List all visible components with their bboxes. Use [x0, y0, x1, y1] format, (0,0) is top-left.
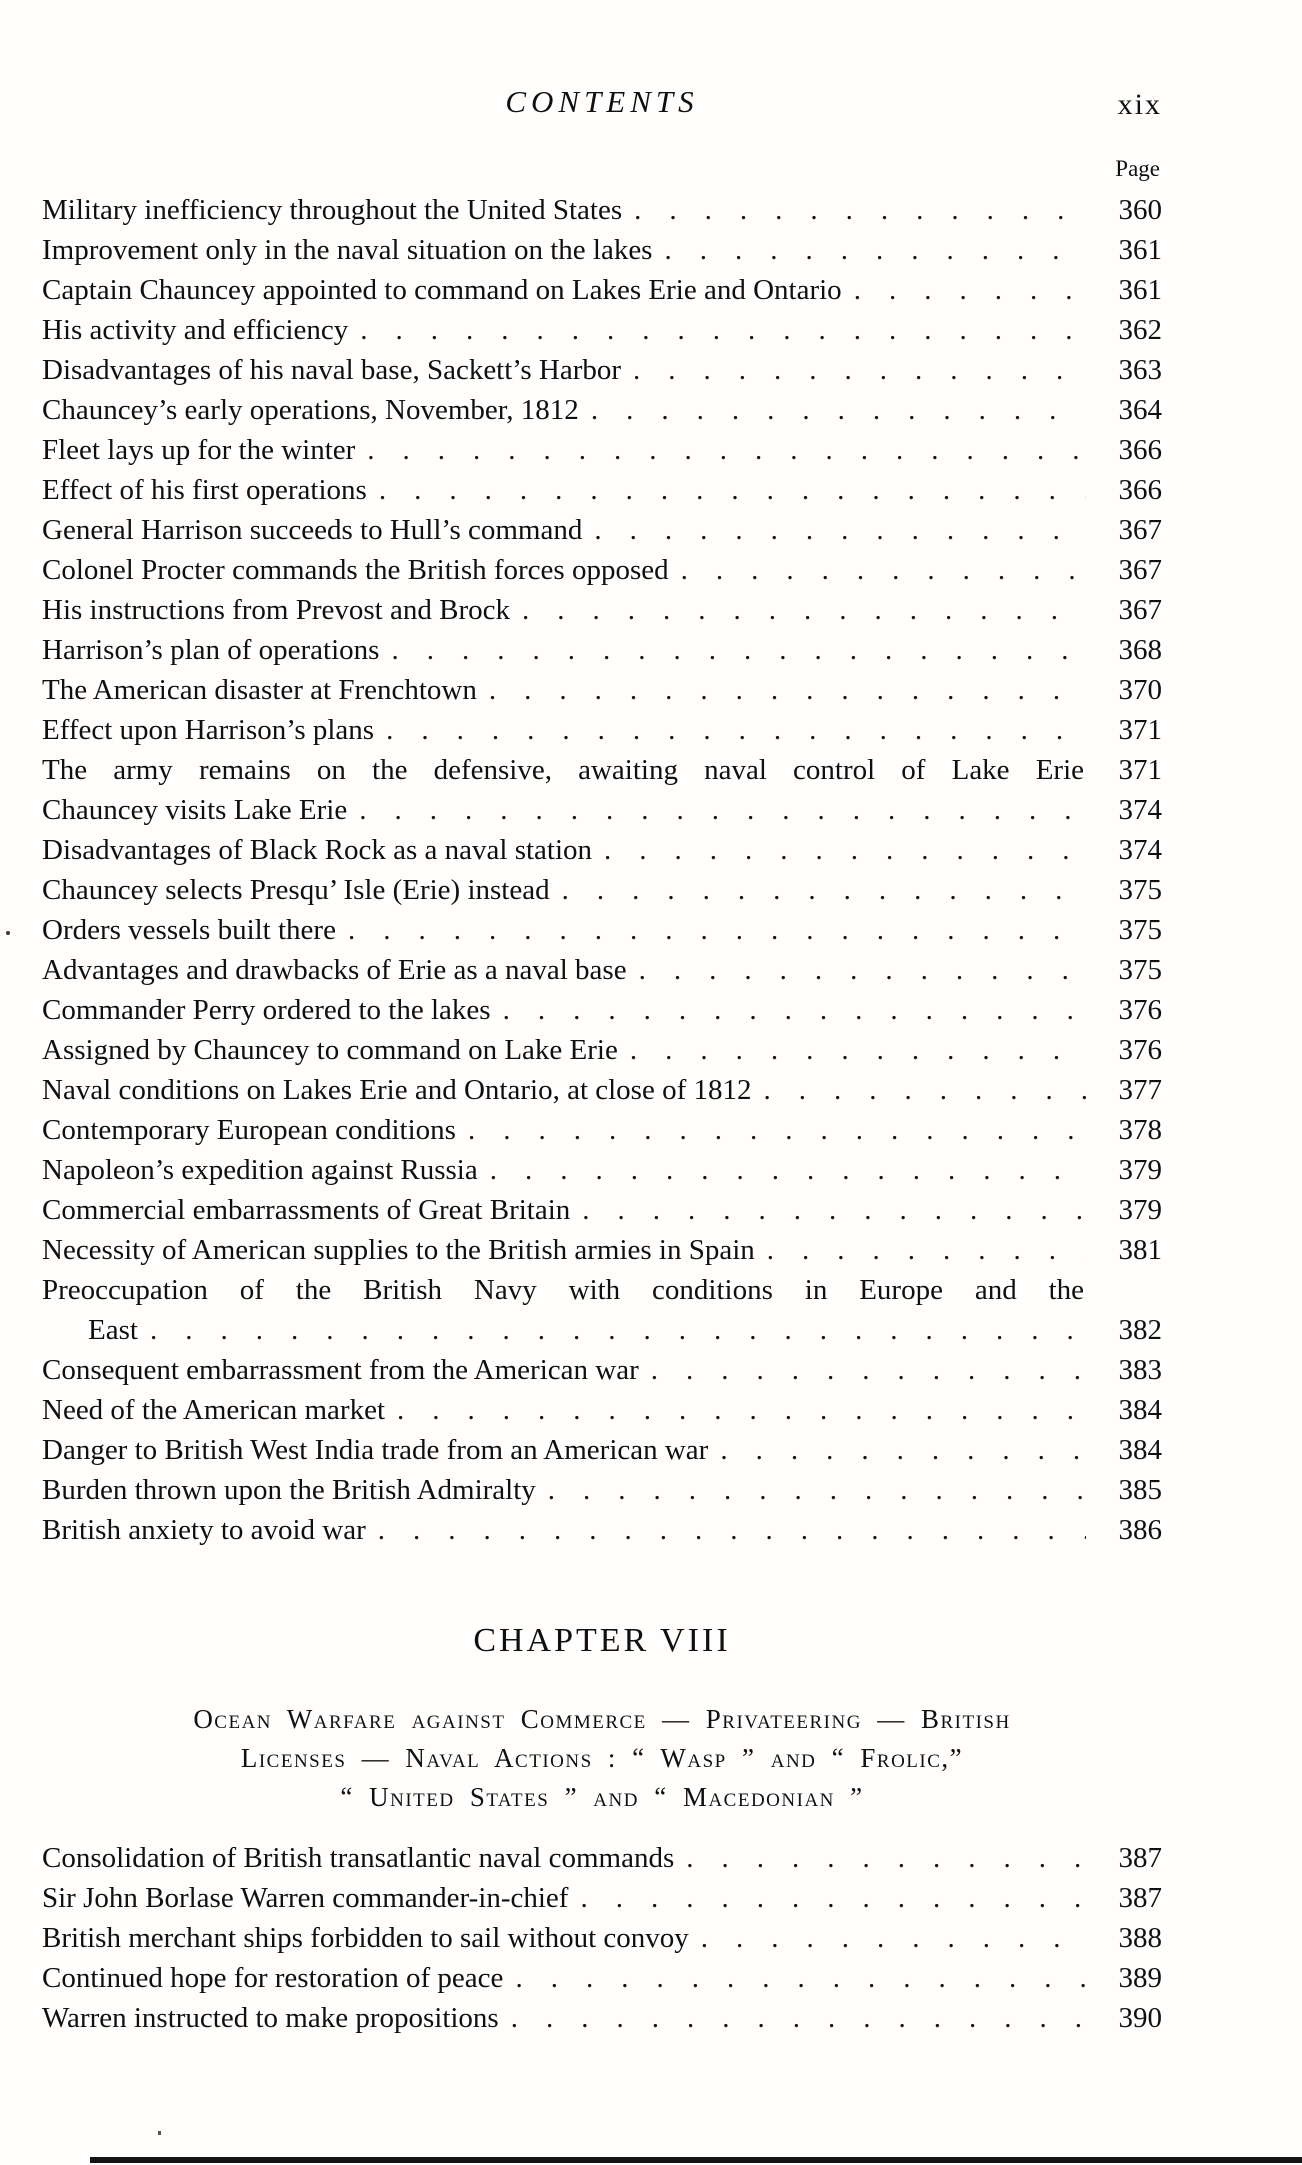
toc-entry — [42, 1958, 1162, 1998]
toc-entry — [42, 710, 1162, 750]
leader-dots — [150, 1310, 1086, 1350]
chapter-heading: CHAPTER VIII — [473, 1622, 731, 1659]
leader-dots — [378, 1510, 1086, 1550]
toc-entry — [42, 270, 1162, 310]
toc-entry-page: 376 — [1118, 1034, 1162, 1066]
toc-entry — [42, 230, 1162, 270]
leader-dots — [511, 1998, 1086, 2038]
chapter-subtitle-line: Licenses — Naval Actions : “ Wasp ” and “ Frolic,” — [240, 1743, 964, 1773]
toc-entry-page: 385 — [1118, 1474, 1162, 1506]
toc-entry — [42, 1470, 1162, 1510]
toc-entry-text: Captain Chauncey appointed to command on Lakes Erie and Ontario — [42, 274, 842, 306]
toc-entry-text: Chauncey selects Presqu’ Isle (Erie) instead — [42, 874, 550, 906]
scan-edge-line — [90, 2157, 1302, 2163]
toc-entry-page: 370 — [1118, 674, 1162, 706]
toc-entry-text: Orders vessels built there — [42, 914, 336, 946]
toc-entry-page: 387 — [1118, 1882, 1162, 1914]
toc-entry-text: Chauncey’s early operations, November, 1812 — [42, 394, 579, 426]
toc-entry-page: 378 — [1118, 1114, 1162, 1146]
toc-entry-page: 366 — [1118, 474, 1162, 506]
toc-entry — [42, 590, 1162, 630]
toc-entry-text: Consolidation of British transatlantic naval commands — [42, 1842, 675, 1874]
toc-entry — [42, 630, 1162, 670]
toc-entry-text: East — [88, 1314, 138, 1346]
toc-entry-page: 362 — [1118, 314, 1162, 346]
toc-entry-text: Burden thrown upon the British Admiralty — [42, 1474, 536, 1506]
toc-entry-text: Preoccupation of the British Navy with conditions in Europe and the — [42, 1274, 1084, 1306]
leader-dots — [468, 1110, 1086, 1150]
chapter-subtitle-line: “ United States ” and “ Macedonian ” — [340, 1782, 864, 1812]
toc-entry-text: Advantages and drawbacks of Erie as a naval base — [42, 954, 627, 986]
leader-dots — [386, 710, 1086, 750]
toc-entry-text: Need of the American market — [42, 1394, 386, 1426]
toc-entry-text: The American disaster at Frenchtown — [42, 674, 477, 706]
toc-entry-page: 375 — [1118, 954, 1162, 986]
toc-entry-text: Disadvantages of his naval base, Sackett’s Harbor — [42, 354, 622, 386]
leader-dots — [367, 430, 1086, 470]
toc-entry-page: 375 — [1118, 874, 1162, 906]
toc-entry — [42, 1350, 1162, 1390]
toc-entry — [42, 950, 1162, 990]
toc-entry — [42, 1510, 1162, 1550]
page-title: CONTENTS — [505, 84, 699, 119]
toc-entry-page: 383 — [1118, 1354, 1162, 1386]
leader-dots — [594, 510, 1086, 550]
toc-entry-text: Disadvantages of Black Rock as a naval station — [42, 834, 593, 866]
leader-dots — [686, 1838, 1086, 1878]
toc-entry-text: Colonel Procter commands the British forces opposed — [42, 554, 669, 586]
toc-entry — [42, 190, 1162, 230]
toc-entry — [42, 1230, 1162, 1270]
toc-entry — [42, 550, 1162, 590]
leader-dots — [360, 310, 1086, 350]
leader-dots — [720, 1430, 1086, 1470]
toc-entry-page: 361 — [1118, 234, 1162, 266]
toc-entry-page: 382 — [1118, 1314, 1162, 1346]
toc-entry — [42, 750, 1162, 790]
leader-dots — [633, 350, 1086, 390]
chapter-subtitle — [42, 1700, 1162, 1817]
toc-list-chapter-7 — [42, 190, 1162, 1550]
toc-entry — [42, 830, 1162, 870]
toc-entry — [42, 350, 1162, 390]
leader-dots — [503, 990, 1086, 1030]
toc-entry-text: Necessity of American supplies to the British armies in Spain — [42, 1234, 755, 1266]
toc-entry-page: 374 — [1118, 834, 1162, 866]
leader-dots — [651, 1350, 1086, 1390]
toc-entry — [42, 910, 1162, 950]
leader-dots — [591, 390, 1086, 430]
toc-entry-text: Military inefficiency throughout the United States — [42, 194, 623, 226]
page-column-label: Page — [1115, 156, 1160, 181]
toc-entry-text: The army remains on the defensive, awaiting naval control of Lake Erie — [42, 754, 1084, 786]
leader-dots — [522, 590, 1086, 630]
toc-entry-text: Continued hope for restoration of peace — [42, 1962, 504, 1994]
folio-number: xix — [1117, 88, 1162, 121]
toc-entry-text: Fleet lays up for the winter — [42, 434, 356, 466]
toc-entry-page: 364 — [1118, 394, 1162, 426]
toc-entry-page: 371 — [1118, 714, 1162, 746]
toc-entry — [42, 1110, 1162, 1150]
toc-entry-text: British merchant ships forbidden to sail without convoy — [42, 1922, 689, 1954]
toc-entry-page: 361 — [1118, 274, 1162, 306]
leader-dots — [391, 630, 1086, 670]
leader-dots — [701, 1918, 1086, 1958]
toc-entry-page: 376 — [1118, 994, 1162, 1026]
toc-entry-text: Assigned by Chauncey to command on Lake Erie — [42, 1034, 618, 1066]
toc-entry-text: Chauncey visits Lake Erie — [42, 794, 348, 826]
toc-entry-text: Commander Perry ordered to the lakes — [42, 994, 491, 1026]
toc-entry — [42, 1030, 1162, 1070]
toc-entry — [42, 430, 1162, 470]
toc-entry-text: Danger to British West India trade from an American war — [42, 1434, 709, 1466]
toc-entry-text: British anxiety to avoid war — [42, 1514, 366, 1546]
leader-dots — [548, 1470, 1086, 1510]
toc-entry-page: 387 — [1118, 1842, 1162, 1874]
toc-entry — [42, 670, 1162, 710]
toc-entry-text: Harrison’s plan of operations — [42, 634, 380, 666]
toc-entry-page: 366 — [1118, 434, 1162, 466]
toc-entry-text: Warren instructed to make propositions — [42, 2002, 499, 2034]
toc-entry-page: 375 — [1118, 914, 1162, 946]
toc-entry — [42, 790, 1162, 830]
toc-entry — [42, 310, 1162, 350]
toc-entry — [42, 1150, 1162, 1190]
leader-dots — [490, 1150, 1086, 1190]
leader-dots — [397, 1390, 1086, 1430]
leader-dots — [489, 670, 1086, 710]
toc-entry-page: 374 — [1118, 794, 1162, 826]
toc-entry-text: His instructions from Prevost and Brock — [42, 594, 510, 626]
scan-artifact-speck — [158, 2131, 161, 2135]
toc-entry-text: Improvement only in the naval situation on the lakes — [42, 234, 653, 266]
toc-entry-page: 389 — [1118, 1962, 1162, 1994]
toc-entry-text: Napoleon’s expedition against Russia — [42, 1154, 478, 1186]
toc-entry-page: 360 — [1118, 194, 1162, 226]
leader-dots — [604, 830, 1086, 870]
toc-entry-text: Commercial embarrassments of Great Britain — [42, 1194, 571, 1226]
toc-entry-page: 363 — [1118, 354, 1162, 386]
toc-entry — [42, 1430, 1162, 1470]
chapter-subtitle-line: Ocean Warfare against Commerce — Privateering — British — [193, 1704, 1011, 1734]
toc-entry-page: 390 — [1118, 2002, 1162, 2034]
leader-dots — [379, 470, 1086, 510]
toc-entry-page: 367 — [1118, 514, 1162, 546]
toc-entry-text: General Harrison succeeds to Hull’s command — [42, 514, 583, 546]
leader-dots — [854, 270, 1086, 310]
toc-entry-page: 367 — [1118, 594, 1162, 626]
leader-dots — [348, 910, 1086, 950]
leader-dots — [634, 190, 1086, 230]
toc-entry-page: 384 — [1118, 1394, 1162, 1426]
leader-dots — [580, 1878, 1086, 1918]
leader-dots — [681, 550, 1086, 590]
leader-dots — [582, 1190, 1086, 1230]
toc-entry-page: 379 — [1118, 1154, 1162, 1186]
leader-dots — [764, 1070, 1087, 1110]
toc-entry-page: 367 — [1118, 554, 1162, 586]
toc-entry — [42, 1310, 1162, 1350]
toc-entry-page: 377 — [1118, 1074, 1162, 1106]
toc-entry — [42, 1998, 1162, 2038]
toc-entry — [42, 1878, 1162, 1918]
toc-entry — [42, 1190, 1162, 1230]
leader-dots — [639, 950, 1086, 990]
toc-entry-page: 368 — [1118, 634, 1162, 666]
toc-list-chapter-8 — [42, 1838, 1162, 2038]
toc-entry-text: Effect of his first operations — [42, 474, 367, 506]
toc-entry-text: Consequent embarrassment from the American war — [42, 1354, 639, 1386]
toc-entry-page: 379 — [1118, 1194, 1162, 1226]
toc-entry — [42, 390, 1162, 430]
leader-dots — [562, 870, 1086, 910]
toc-entry — [42, 1390, 1162, 1430]
toc-entry-text: Sir John Borlase Warren commander-in-chief — [42, 1882, 569, 1914]
leader-dots — [515, 1958, 1086, 1998]
toc-entry-text: Naval conditions on Lakes Erie and Ontario, at close of 1812 — [42, 1074, 752, 1106]
toc-entry-page: 386 — [1118, 1514, 1162, 1546]
toc-entry — [42, 1270, 1162, 1310]
toc-entry-page: 381 — [1118, 1234, 1162, 1266]
toc-entry-text: His activity and efficiency — [42, 314, 349, 346]
toc-entry-page: 384 — [1118, 1434, 1162, 1466]
toc-entry — [42, 990, 1162, 1030]
toc-entry — [42, 470, 1162, 510]
toc-entry — [42, 510, 1162, 550]
toc-entry-text: Contemporary European conditions — [42, 1114, 456, 1146]
toc-entry-text: Effect upon Harrison’s plans — [42, 714, 375, 746]
leader-dots — [359, 790, 1086, 830]
leader-dots — [767, 1230, 1086, 1270]
toc-entry — [42, 1918, 1162, 1958]
leader-dots — [630, 1030, 1086, 1070]
toc-entry-page: 371 — [1118, 754, 1162, 786]
leader-dots — [664, 230, 1086, 270]
toc-entry — [42, 870, 1162, 910]
toc-entry — [42, 1838, 1162, 1878]
toc-entry-page: 388 — [1118, 1922, 1162, 1954]
scan-artifact-dot — [6, 931, 10, 935]
toc-entry — [42, 1070, 1162, 1110]
